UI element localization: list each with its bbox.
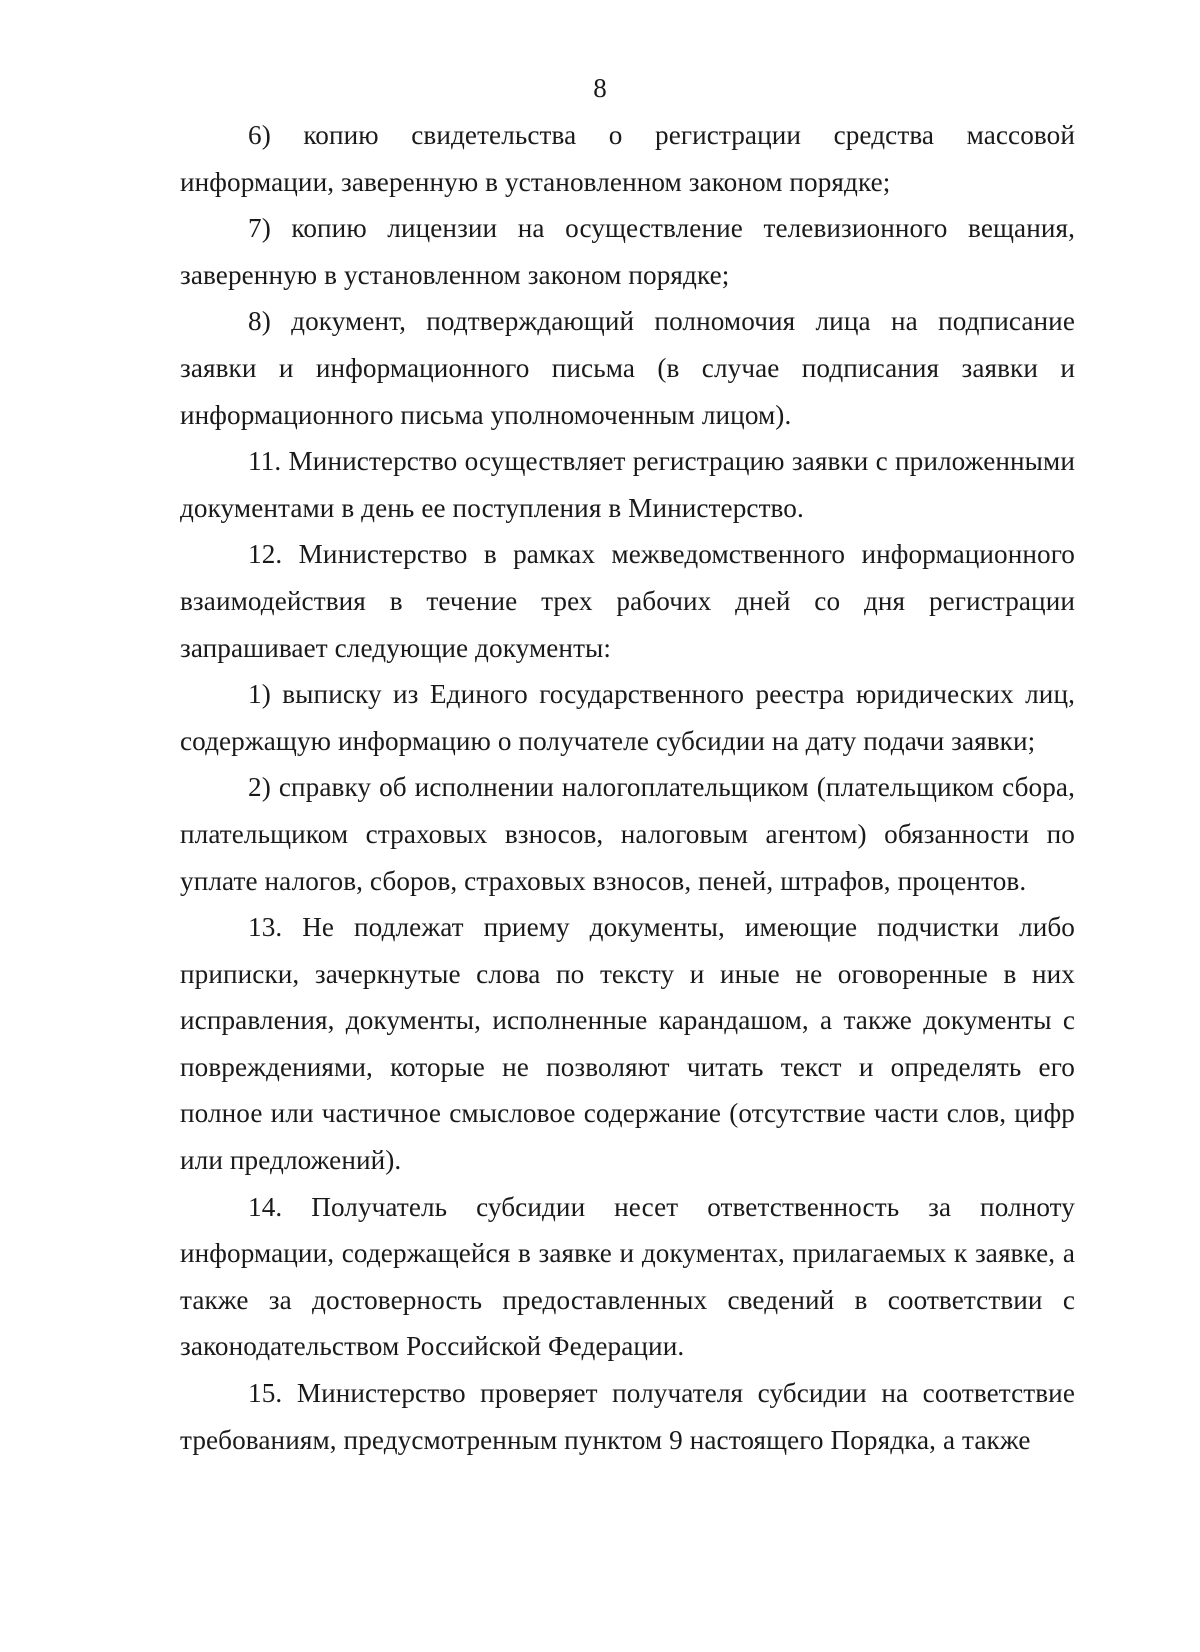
page-number: 8 [593,73,607,103]
clause-12: 12. Министерство в рамках межведомственного информационного взаимодействия в течение трех рабочих дней со дня регистрации запрашивает следующие документы: [180,539,1075,663]
list-item-8: 8) документ, подтверждающий полномочия лица на подписание заявки и информационного письма (в случае подписания заявки и информационного письма уполномоченным лицом). [180,306,1075,430]
clause-13: 13. Не подлежат приему документы, имеющие подчистки либо приписки, зачеркнутые слова по тексту и иные не оговоренные в них исправления, документы, исполненные карандашом, а также документы с повреждениями, которые не позволяют читать текст и определять его полное или частичное смысловое содержание (отсутствие части слов, цифр или предложений). [180,912,1075,1176]
list-item-2: 2) справку об исполнении налогоплательщиком (плательщиком сбора, плательщиком страховых взносов, налоговым агентом) обязанности по уплате налогов, сборов, страховых взносов, пеней, штрафов, процентов. [180,772,1075,896]
list-item-6: 6) копию свидетельства о регистрации средства массовой информации, заверенную в установленном законом порядке; [180,120,1075,197]
list-item-7: 7) копию лицензии на осуществление телевизионного вещания, заверенную в установленном законом порядке; [180,213,1075,290]
document-body [180,112,1075,1463]
clause-11: 11. Министерство осуществляет регистрацию заявки с приложенными документами в день ее поступления в Министерство. [180,446,1075,523]
clause-15: 15. Министерство проверяет получателя субсидии на соответствие требованиям, предусмотренным пунктом 9 настоящего Порядка, а также [180,1378,1075,1455]
clause-14: 14. Получатель субсидии несет ответственность за полноту информации, содержащейся в заявке и документах, прилагаемых к заявке, а также за достоверность предоставленных сведений в соответствии с законодательством Российской Федерации. [180,1191,1075,1362]
list-item-1: 1) выписку из Единого государственного реестра юридических лиц, содержащую информацию о получателе субсидии на дату подачи заявки; [180,679,1075,756]
